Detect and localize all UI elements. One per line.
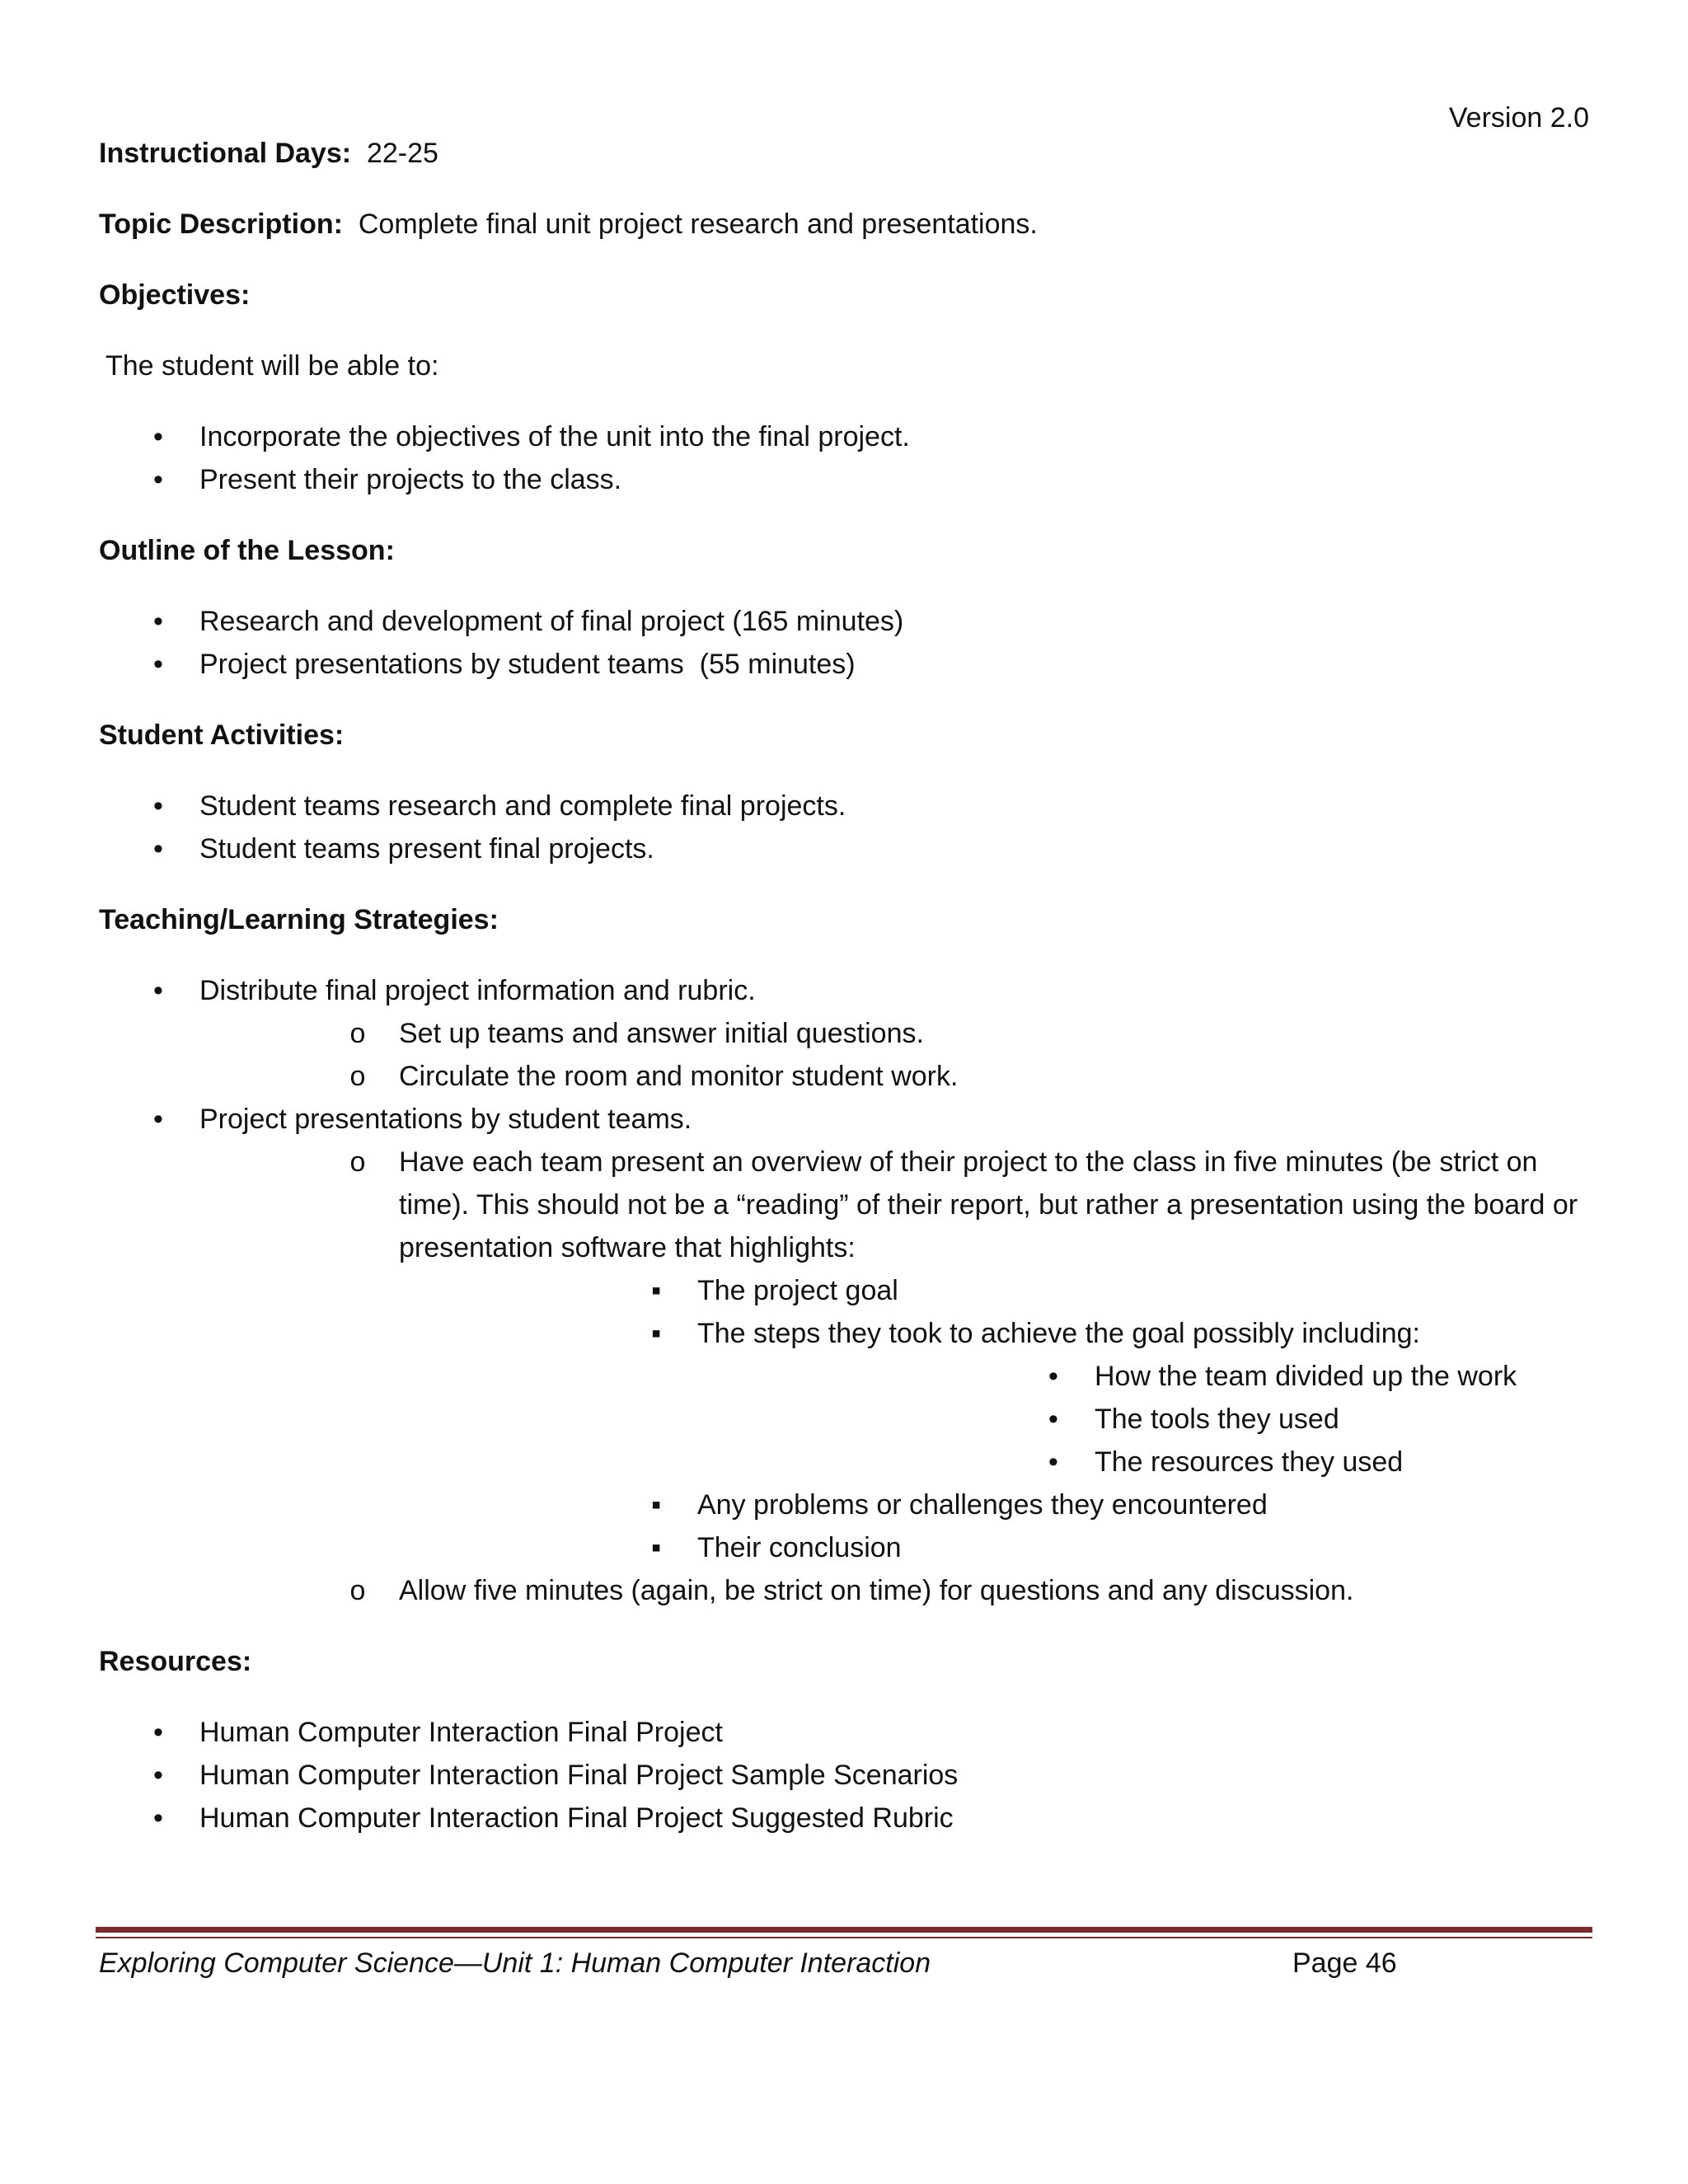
strategies-heading: Teaching/Learning Strategies: bbox=[99, 904, 499, 935]
resources-heading: Resources: bbox=[99, 1646, 252, 1677]
circle-bullet-icon: o bbox=[349, 1061, 366, 1092]
bullet-icon: • bbox=[153, 975, 163, 1006]
list-item: • How the team divided up the work bbox=[697, 1355, 1582, 1398]
list-item: • The tools they used bbox=[697, 1398, 1582, 1441]
list-item: • Research and development of final project (165 minutes) bbox=[99, 600, 1582, 643]
bullet-icon: • bbox=[153, 464, 163, 495]
circle-bullet-icon: o bbox=[349, 1146, 366, 1178]
list-item: o Set up teams and answer initial questions. bbox=[199, 1012, 1582, 1055]
list-item: • Human Computer Interaction Final Project Sample Scenarios bbox=[99, 1754, 1582, 1797]
strategies-list bbox=[99, 969, 1582, 1612]
bullet-icon: • bbox=[153, 1802, 163, 1834]
list-item: • The resources they used bbox=[697, 1441, 1582, 1483]
strategies-sublist bbox=[199, 1012, 1582, 1098]
bullet-icon: • bbox=[1048, 1404, 1058, 1435]
square-bullet-icon: ▪ bbox=[650, 1489, 662, 1521]
presentation-sublist bbox=[199, 1141, 1582, 1612]
list-item: o Have each team present an overview of their project to the class in five minutes (be strict on time). This should not be a “reading” of their report, but rather a presentation using the board or presentation software that highlights: ▪ The project goal ▪ The steps they took to achieve the goal possibly including: • How the team divided up the work • The tools they used • The resources they used ▪ Any problems or challenges they encountered ▪ Their conclusion bbox=[199, 1141, 1582, 1569]
student-activities-list bbox=[99, 785, 1582, 870]
topic-description bbox=[99, 203, 1582, 246]
objectives-list bbox=[99, 415, 1582, 501]
list-item: • Project presentations by student teams. o Have each team present an overview of their project to the class in five minutes (be strict on time). This should not be a “reading” of their report, but rather a presentation using the board or presentation software that highlights: ▪ The project goal ▪ The steps they took to achieve the goal possibly including: • How the team divided up the work • The tools they used • The resources they used ▪ Any problems or challenges they encountered ▪ Their conclusion o Allow five minutes (again, be strict on time) for questions and any discussion. bbox=[99, 1098, 1582, 1612]
footer-title: Exploring Computer Science—Unit 1: Human Computer Interaction bbox=[99, 1947, 931, 1979]
outline-list bbox=[99, 600, 1582, 686]
footer-divider bbox=[96, 1927, 1592, 1933]
list-item: • Incorporate the objectives of the unit into the final project. bbox=[99, 415, 1582, 458]
objectives-heading: Objectives: bbox=[99, 279, 251, 311]
list-item: • Project presentations by student teams (55 minutes) bbox=[99, 643, 1582, 686]
bullet-icon: • bbox=[153, 421, 163, 452]
list-item: ▪ Their conclusion bbox=[399, 1526, 1582, 1569]
bullet-icon: • bbox=[153, 606, 163, 637]
instructional-days bbox=[99, 132, 1582, 175]
bullet-icon: • bbox=[1048, 1361, 1058, 1392]
list-item: • Student teams present final projects. bbox=[99, 827, 1582, 870]
footer-divider-thin bbox=[96, 1937, 1592, 1938]
circle-bullet-icon: o bbox=[349, 1575, 366, 1606]
bullet-icon: • bbox=[153, 790, 163, 822]
objectives-lead: The student will be able to: bbox=[106, 350, 439, 382]
bullet-icon: • bbox=[153, 1104, 163, 1135]
list-item: o Allow five minutes (again, be strict on time) for questions and any discussion. bbox=[199, 1569, 1582, 1612]
list-item: • Present their projects to the class. bbox=[99, 458, 1582, 501]
list-item: • Student teams research and complete final projects. bbox=[99, 785, 1582, 827]
topic-description-value: Complete final unit project research and presentations. bbox=[358, 209, 1038, 240]
topic-description-label: Topic Description: bbox=[99, 209, 343, 240]
instructional-days-label: Instructional Days: bbox=[99, 138, 352, 169]
student-activities-heading: Student Activities: bbox=[99, 719, 345, 751]
bullet-icon: • bbox=[153, 833, 163, 865]
bullet-icon: • bbox=[153, 649, 163, 680]
list-item: ▪ Any problems or challenges they encountered bbox=[399, 1483, 1582, 1526]
instructional-days-value: 22-25 bbox=[366, 138, 438, 169]
list-item: ▪ The steps they took to achieve the goal possibly including: • How the team divided up the work • The tools they used • The resources they used bbox=[399, 1312, 1582, 1483]
square-bullet-icon: ▪ bbox=[650, 1532, 662, 1563]
circle-bullet-icon: o bbox=[349, 1018, 366, 1049]
list-item: • Human Computer Interaction Final Project bbox=[99, 1711, 1582, 1754]
highlights-list bbox=[399, 1269, 1582, 1569]
list-item: • Human Computer Interaction Final Project Suggested Rubric bbox=[99, 1797, 1582, 1840]
list-item: ▪ The project goal bbox=[399, 1269, 1582, 1312]
list-item: • Distribute final project information and rubric. o Set up teams and answer initial questions. o Circulate the room and monitor student work. bbox=[99, 969, 1582, 1098]
outline-heading: Outline of the Lesson: bbox=[99, 535, 395, 566]
page-number: Page 46 bbox=[1292, 1947, 1397, 1979]
version-label: Version 2.0 bbox=[1448, 102, 1589, 134]
bullet-icon: • bbox=[153, 1717, 163, 1748]
lesson-content bbox=[99, 132, 1582, 1868]
list-item: o Circulate the room and monitor student work. bbox=[199, 1055, 1582, 1098]
square-bullet-icon: ▪ bbox=[650, 1318, 662, 1349]
resources-list bbox=[99, 1711, 1582, 1840]
square-bullet-icon: ▪ bbox=[650, 1275, 662, 1306]
bullet-icon: • bbox=[153, 1760, 163, 1791]
steps-list bbox=[697, 1355, 1582, 1483]
bullet-icon: • bbox=[1048, 1446, 1058, 1478]
